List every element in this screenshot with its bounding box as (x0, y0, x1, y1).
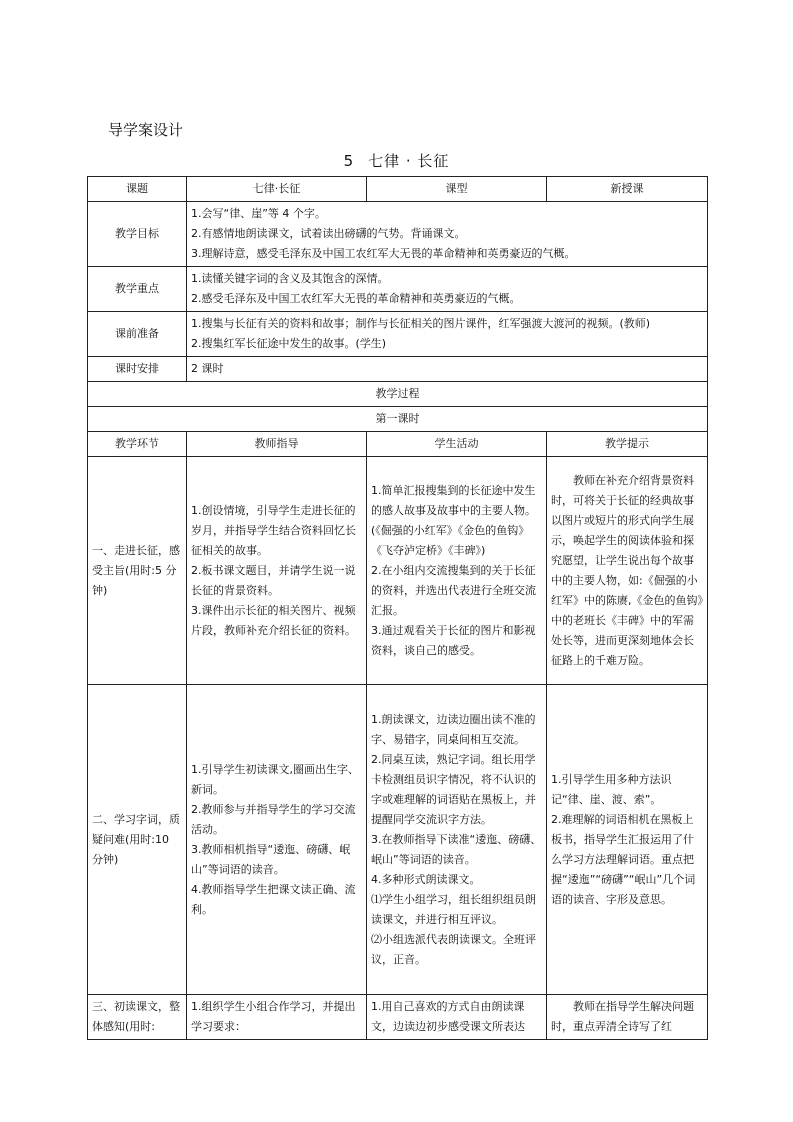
teacher-item: 2.板书课文题目，并请学生说一说长征的背景资料。 (191, 563, 356, 597)
stage-name: 一、走进长征，感受主旨(用时:5 分钟) (88, 457, 187, 685)
objectives-label: 教学目标 (88, 202, 187, 267)
document-heading: 导学案设计 (108, 121, 184, 139)
column-header: 教学提示 (547, 432, 708, 457)
student-item: ⑵小组选派代表朗读课文。全班评议，正音。 (371, 932, 536, 966)
teacher-item: 1.组织学生小组合作学习，并提出学习要求： (191, 1000, 356, 1033)
topic-label: 课题 (88, 177, 187, 202)
process-title: 教学过程 (88, 382, 708, 407)
process-title-row (88, 382, 708, 407)
key-points-label: 教学重点 (88, 267, 187, 312)
stage-row (88, 457, 708, 685)
objectives-row (88, 202, 708, 267)
teacher-item: 1.引导学生初读课文,圈画出生字、新词。 (191, 762, 359, 796)
key-point-item: 1.读懂关键字词的含义及其饱含的深情。 (191, 272, 389, 285)
period-title: 第一课时 (88, 407, 708, 432)
column-header: 教师指导 (187, 432, 367, 457)
student-item: 1.简单汇报搜集到的长征途中发生的感人故事及故事中的主要人物。(《倔强的小红军》《金色的鱼钩》《飞夺泸定桥》《丰碑》) (371, 483, 536, 557)
schedule-row (88, 357, 708, 382)
student-item: 2.在小组内交流搜集到的关于长征的资料，并选出代表进行全班交流汇报。 (371, 563, 536, 617)
teacher-item: 3.课件出示长征的相关图片、视频片段，教师补充介绍长征的资料。 (191, 603, 356, 637)
teaching-tips (547, 457, 708, 685)
tip-item: 教师在指导学生解决问题时，重点弄清全诗写了红 (551, 1000, 694, 1033)
schedule-label: 课时安排 (88, 357, 187, 382)
teacher-guidance (187, 685, 367, 995)
topic-value: 七律·长征 (187, 177, 367, 202)
teacher-item: 3.教师相机指导“逶迤、磅礴、岷山”等词语的读音。 (191, 842, 351, 876)
stage-row (88, 995, 708, 1040)
student-item: 2.同桌互读，熟记字词。组长用学卡检测组员识字情况，将不认识的字或难理解的词语贴在黑板上，并提醒同学交流识字方法。 (371, 752, 536, 826)
stage-row (88, 685, 708, 995)
student-activity (367, 685, 547, 995)
lesson-title (0, 150, 793, 171)
key-point-item: 2.感受毛泽东及中国工农红军大无畏的革命精神和英勇豪迈的气概。 (191, 292, 521, 305)
tip-item: 2.难理解的词语相机在黑板上板书，指导学生汇报运用了什么学习方法理解词语。重点把握“逶迤”“磅礴”“岷山”几个词语的读音、字形及意思。 (551, 812, 696, 906)
lesson-name: 七律 · 长征 (368, 152, 450, 170)
student-item: 3.在教师指导下读准“逶迤、磅礴、岷山”等词语的读音。 (371, 832, 542, 866)
tip-item: 1.引导学生用多种方法识记“律、崖、渡、索”。 (551, 772, 672, 806)
topic-row (88, 177, 708, 202)
objective-item: 1.会写“律、崖”等 4 个字。 (191, 207, 326, 220)
column-header: 教学环节 (88, 432, 187, 457)
teacher-item: 2.教师参与并指导学生的学习交流活动。 (191, 802, 356, 836)
tip-item: 教师在补充介绍背景资料时，可将关于长征的经典故事以图片或短片的形式向学生展示，唤起学生的阅读体验和探究愿望，让学生说出每个故事中的主要人物，如:《倔强的小红军》中的陈赓,《金色的鱼钩》中的老班长《丰碑》中的军需处长等，进而更深刻地体会长征路上的千难万险。 (551, 473, 703, 667)
student-item: ⑴学生小组学习，组长组织组员朗读课文，并进行相互评议。 (371, 892, 536, 926)
preparation-item: 1.搜集与长征有关的资料和故事；制作与长征相关的图片课件，红军强渡大渡河的视频。(教师) (191, 317, 651, 330)
teacher-guidance (187, 995, 367, 1040)
objective-item: 2.有感情地朗读课文，试着读出磅礴的气势。背诵课文。 (191, 227, 466, 240)
column-header-row (88, 432, 708, 457)
stage-name: 二、学习字词，质疑问难(用时:10 分钟) (88, 685, 187, 995)
teacher-item: 4.教师指导学生把课文读正确、流利。 (191, 882, 356, 916)
schedule-value: 2 课时 (187, 357, 708, 382)
key-points-content (187, 267, 708, 312)
objectives-content (187, 202, 708, 267)
stage-name: 三、初读课文，整体感知(用时: (88, 995, 187, 1040)
lesson-plan-table (87, 176, 708, 1040)
preparation-label: 课前准备 (88, 312, 187, 357)
objective-item: 3.理解诗意，感受毛泽东及中国工农红军大无畏的革命精神和英勇豪迈的气概。 (191, 247, 576, 260)
student-item: 1.用自己喜欢的方式自由朗读课文，边读边初步感受课文所表达 (371, 1000, 525, 1033)
column-header: 学生活动 (367, 432, 547, 457)
teaching-tips (547, 995, 708, 1040)
student-activity (367, 995, 547, 1040)
teacher-item: 1.创设情境，引导学生走进长征的岁月，并指导学生结合资料回忆长征相关的故事。 (191, 503, 356, 557)
type-label: 课型 (367, 177, 547, 202)
teaching-tips (547, 685, 708, 995)
lesson-number: 5 (343, 152, 355, 170)
preparation-row (88, 312, 708, 357)
type-value: 新授课 (547, 177, 708, 202)
preparation-content (187, 312, 708, 357)
student-item: 3.通过观看关于长征的图片和影视资料，谈自己的感受。 (371, 623, 536, 657)
key-points-row (88, 267, 708, 312)
preparation-item: 2.搜集红军长征途中发生的故事。(学生) (191, 337, 387, 350)
student-item: 1.朗读课文，边读边圈出读不准的字、易错字，同桌间相互交流。 (371, 712, 536, 746)
teacher-guidance (187, 457, 367, 685)
student-item: 4.多种形式朗读课文。 (371, 872, 481, 886)
period-title-row (88, 407, 708, 432)
student-activity (367, 457, 547, 685)
